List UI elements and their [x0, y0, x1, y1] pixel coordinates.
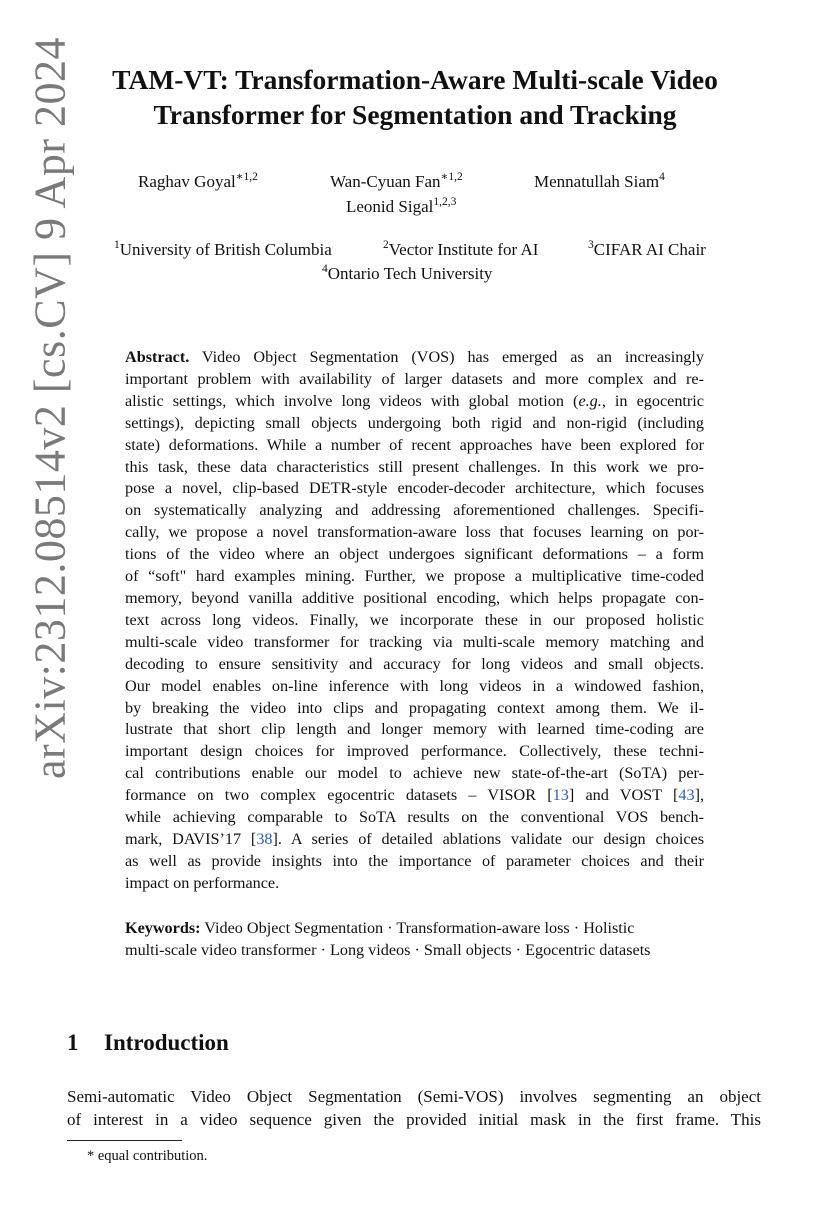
- keywords: [125, 917, 704, 961]
- abstract-line: Our model enables on-line inference with long videos in a windowed fashion,: [125, 676, 704, 695]
- abstract-line: Abstract. Video Object Segmentation (VOS) has emerged as an increasingly: [125, 348, 704, 366]
- section-heading: [67, 1030, 229, 1056]
- abstract-line: cal contributions enable our model to achieve new state-of-the-art (SoTA) per-: [125, 764, 704, 783]
- citation-link[interactable]: 13: [552, 786, 569, 805]
- intro-line: of interest in a video sequence given the provided initial mask in the first frame. This: [67, 1110, 761, 1129]
- abstract-line: tions of the video where an object undergoes significant deformations – a form: [125, 545, 704, 564]
- keywords-line: Keywords: Video Object Segmentation · Transformation-aware loss · Holistic: [125, 919, 635, 937]
- abstract-line: formance on two complex egocentric datasets – VISOR [13] and VOST [43],: [125, 786, 705, 805]
- author: Wan-Cyuan Fan$^{∗1,2}$: [330, 171, 463, 191]
- author: Raghav Goyal$^{∗1,2}$: [138, 171, 258, 191]
- affiliation: $^3$CIFAR AI Chair: [588, 239, 706, 259]
- section-title: Introduction: [104, 1030, 229, 1055]
- abstract-line: mark, DAVIS’17 [38]. A series of detailed ablations validate our design choices: [125, 829, 704, 848]
- abstract-line: state) deformations. While a number of recent approaches have been explored for: [125, 435, 704, 454]
- abstract-line: important design choices for improved performance. Collectively, these techni-: [125, 742, 704, 761]
- citation-link[interactable]: 43: [678, 786, 695, 805]
- abstract-line: important problem with availability of larger datasets and more complex and re-: [125, 369, 704, 388]
- keywords-line: multi-scale video transformer · Long videos · Small objects · Egocentric datasets: [125, 941, 651, 959]
- keywords-label: Keywords:: [125, 919, 201, 937]
- abstract-line: pose a novel, clip-based DETR-style encoder-decoder architecture, which focuses: [125, 479, 704, 498]
- abstract-line: multi-scale video transformer for tracking via multi-scale memory matching and: [125, 632, 704, 651]
- abstract-line: this task, these data characteristics still present challenges. In this work we pro-: [125, 457, 704, 476]
- abstract-line: on systematically analyzing and addressing aforementioned challenges. Specifi-: [125, 501, 704, 520]
- footnote: * equal contribution.: [87, 1148, 208, 1164]
- arxiv-identifier: [20, 37, 80, 779]
- abstract-line: while achieving comparable to SoTA results on the conventional VOS bench-: [125, 808, 704, 827]
- abstract: [125, 347, 704, 895]
- abstract-line: settings), depicting small objects undergoing both rigid and non-rigid (including: [125, 413, 704, 432]
- abstract-line: lustrate that short clip length and longer memory with learned time-coding are: [125, 720, 704, 739]
- citation-link[interactable]: 38: [256, 829, 273, 848]
- abstract-line: impact on performance.: [125, 873, 280, 892]
- abstract-line: alistic settings, which involve long videos with global motion (e.g., in egocentric: [125, 391, 704, 410]
- abstract-line: decoding to ensure sensitivity and accuracy for long videos and small objects.: [125, 654, 704, 673]
- affiliation: $^4$Ontario Tech University: [322, 263, 493, 283]
- affiliation: $^1$University of British Columbia: [114, 239, 332, 259]
- affiliation: $^2$Vector Institute for AI: [383, 239, 539, 259]
- abstract-label: Abstract.: [125, 348, 190, 366]
- abstract-line: of “soft" hard examples mining. Further, we propose a multiplicative time-coded: [125, 567, 704, 586]
- paper-title: [90, 62, 740, 132]
- abstract-line: by breaking the video into clips and propagating context among them. We il-: [125, 698, 704, 717]
- abstract-line: as well as provide insights into the importance of parameter choices and their: [125, 851, 704, 870]
- intro-paragraph: [67, 1085, 761, 1131]
- abstract-line: text across long videos. Finally, we incorporate these in our proposed holistic: [125, 610, 704, 629]
- author: Leonid Sigal$^{1,2,3}$: [346, 196, 457, 216]
- section-number: 1: [67, 1030, 79, 1055]
- arxiv-identifier-text: arXiv:2312.08514v2 [cs.CV] 9 Apr 2024: [25, 37, 75, 779]
- title-line: TAM-VT: Transformation-Aware Multi-scale Video: [112, 64, 718, 95]
- title-line: Transformer for Segmentation and Tracking: [153, 99, 677, 130]
- abstract-line: memory, beyond vanilla additive positional encoding, which helps propagate con-: [125, 588, 704, 607]
- footnote-rule: [67, 1140, 182, 1141]
- abstract-line: cally, we propose a novel transformation-aware loss that focuses learning on por-: [125, 523, 704, 542]
- author: Mennatullah Siam$^4$: [534, 171, 665, 191]
- intro-line: Semi-automatic Video Object Segmentation (Semi-VOS) involves segmenting an object: [67, 1087, 761, 1106]
